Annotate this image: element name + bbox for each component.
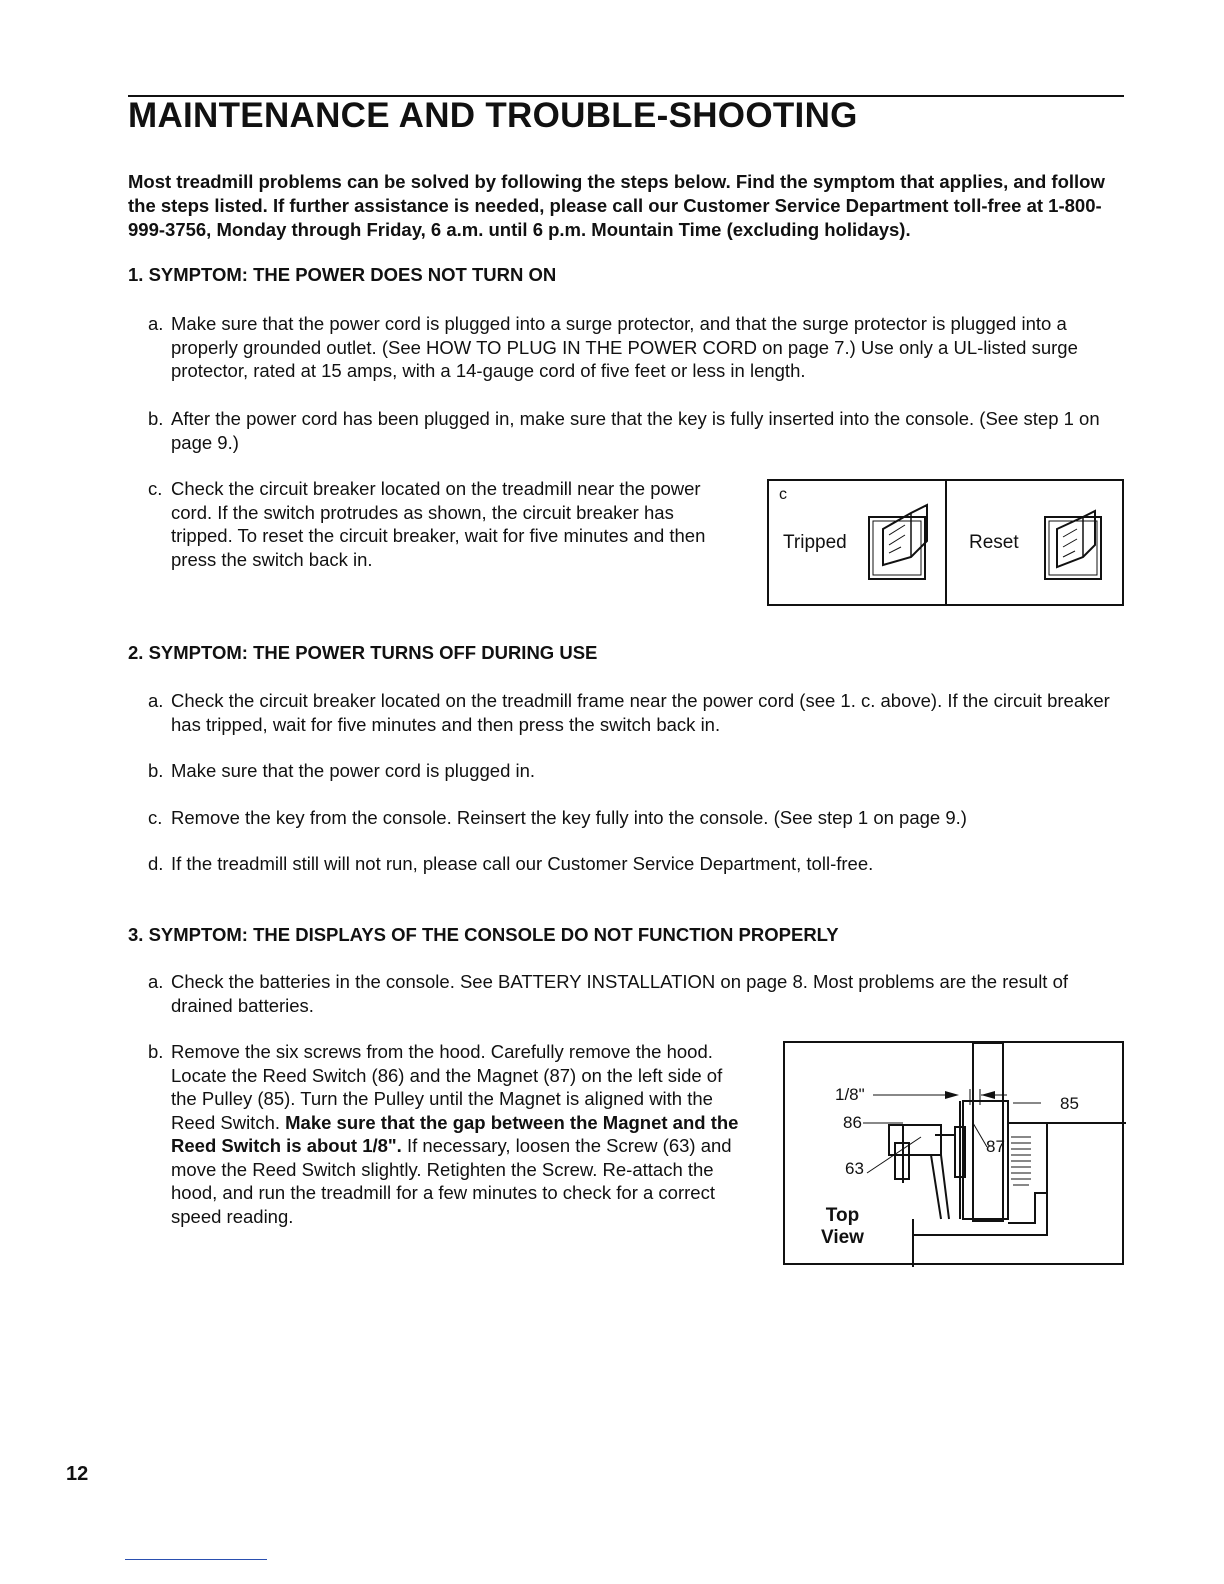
step-text-part: If necessary, loosen the Screw (63) and move the Reed Switch slightly. Retighten the Screw. Re-attach the hood, and run the treadmill for a few minutes to check for a correct speed reading. (171, 1135, 732, 1227)
figure-letter: c (779, 486, 787, 503)
tripped-label: Tripped (783, 532, 847, 553)
symptom-2-step-d (148, 852, 1124, 876)
circuit-breaker-figure (767, 479, 1124, 606)
step-text-bold: Make sure that the gap between the Magnet and the Reed Switch is about 1/8". (171, 1111, 739, 1156)
symptom-1-heading: 1. SYMPTOM: THE POWER DOES NOT TURN ON (128, 264, 557, 285)
step-text: Check the circuit breaker located on the treadmill near the power cord. If the switch protrudes as shown, the circuit breaker has tripped. To reset the circuit breaker, wait for five minutes and then press the switch back in. (171, 478, 706, 570)
step-label: a. (148, 971, 164, 992)
step-text: Make sure that the power cord is plugged into a surge protector, and that the surge protector is plugged into a properly grounded outlet. (See HOW TO PLUG IN THE POWER CORD on page 7.) Use only a UL-listed surge protector, rated at 15 amps, with a 14-gauge cord of five feet or less in length. (171, 313, 1078, 381)
gap-label: 1/8" (835, 1085, 865, 1104)
reset-switch-icon (1043, 495, 1109, 585)
step-text: Check the batteries in the console. See BATTERY INSTALLATION on page 8. Most problems are the result of drained batteries. (171, 971, 1069, 1016)
step-label: c. (148, 807, 163, 828)
symptom-1-step-b (148, 407, 1124, 454)
step-label: b. (148, 408, 164, 429)
page-number: 12 (66, 1463, 89, 1485)
tripped-switch-icon (867, 495, 933, 585)
reed-switch-label: 86 (843, 1113, 862, 1132)
step-label: d. (148, 853, 164, 874)
symptom-1-step-a (148, 312, 1124, 383)
footer-rule (125, 1559, 267, 1560)
figure-divider (945, 481, 947, 604)
reset-label: Reset (969, 532, 1019, 553)
top-view-line-1: Top (825, 1205, 860, 1226)
symptom-2-step-b (148, 759, 1124, 783)
step-text: Remove the key from the console. Reinsert the key fully into the console. (See step 1 on page 9.) (171, 807, 967, 828)
intro-paragraph: Most treadmill problems can be solved by following the steps below. Find the symptom that applies, and follow the steps listed. If further assistance is needed, please call our Customer Service Department toll-free at 1-800-999-3756, Monday through Friday, 6 a.m. until 6 p.m. Mountain Time (excluding holidays). (128, 171, 1105, 240)
symptom-2-step-a (148, 689, 1124, 736)
step-label: a. (148, 313, 164, 334)
top-view-label (821, 1205, 864, 1249)
symptom-1-step-c (148, 477, 718, 571)
symptom-3-heading: 3. SYMPTOM: THE DISPLAYS OF THE CONSOLE DO NOT FUNCTION PROPERLY (128, 924, 839, 945)
pulley-label: 85 (1060, 1094, 1079, 1113)
step-label: b. (148, 1041, 164, 1062)
reed-switch-figure (783, 1041, 1124, 1265)
screw-label: 63 (845, 1159, 864, 1178)
step-label: a. (148, 690, 164, 711)
step-text: If the treadmill still will not run, please call our Customer Service Department, toll-free. (171, 853, 874, 874)
step-label: b. (148, 760, 164, 781)
step-text: After the power cord has been plugged in, make sure that the key is fully inserted into the console. (See step 1 on page 9.) (171, 408, 1100, 453)
step-text: Make sure that the power cord is plugged in. (171, 760, 536, 781)
magnet-label: 87 (986, 1137, 1005, 1156)
symptom-2-step-c (148, 806, 1124, 830)
step-text-part: Remove the six screws from the hood. Carefully remove the hood. Locate the Reed Switch (86) and the Magnet (87) on the left side of the Pulley (85). Turn the Pulley until the Magnet is aligned with the Reed Switch. (171, 1041, 723, 1133)
step-text: Check the circuit breaker located on the treadmill frame near the power cord (see 1. c. above). If the circuit breaker has tripped, wait for five minutes and then press the switch back in. (171, 690, 1110, 735)
step-label: c. (148, 478, 163, 499)
top-view-line-2: View (821, 1227, 864, 1248)
page-title: MAINTENANCE AND TROUBLE-SHOOTING (128, 96, 858, 135)
step-text (171, 1040, 748, 1228)
symptom-2-heading: 2. SYMPTOM: THE POWER TURNS OFF DURING USE (128, 642, 598, 663)
symptom-3-step-a (148, 970, 1124, 1017)
symptom-3-step-b (148, 1040, 748, 1228)
